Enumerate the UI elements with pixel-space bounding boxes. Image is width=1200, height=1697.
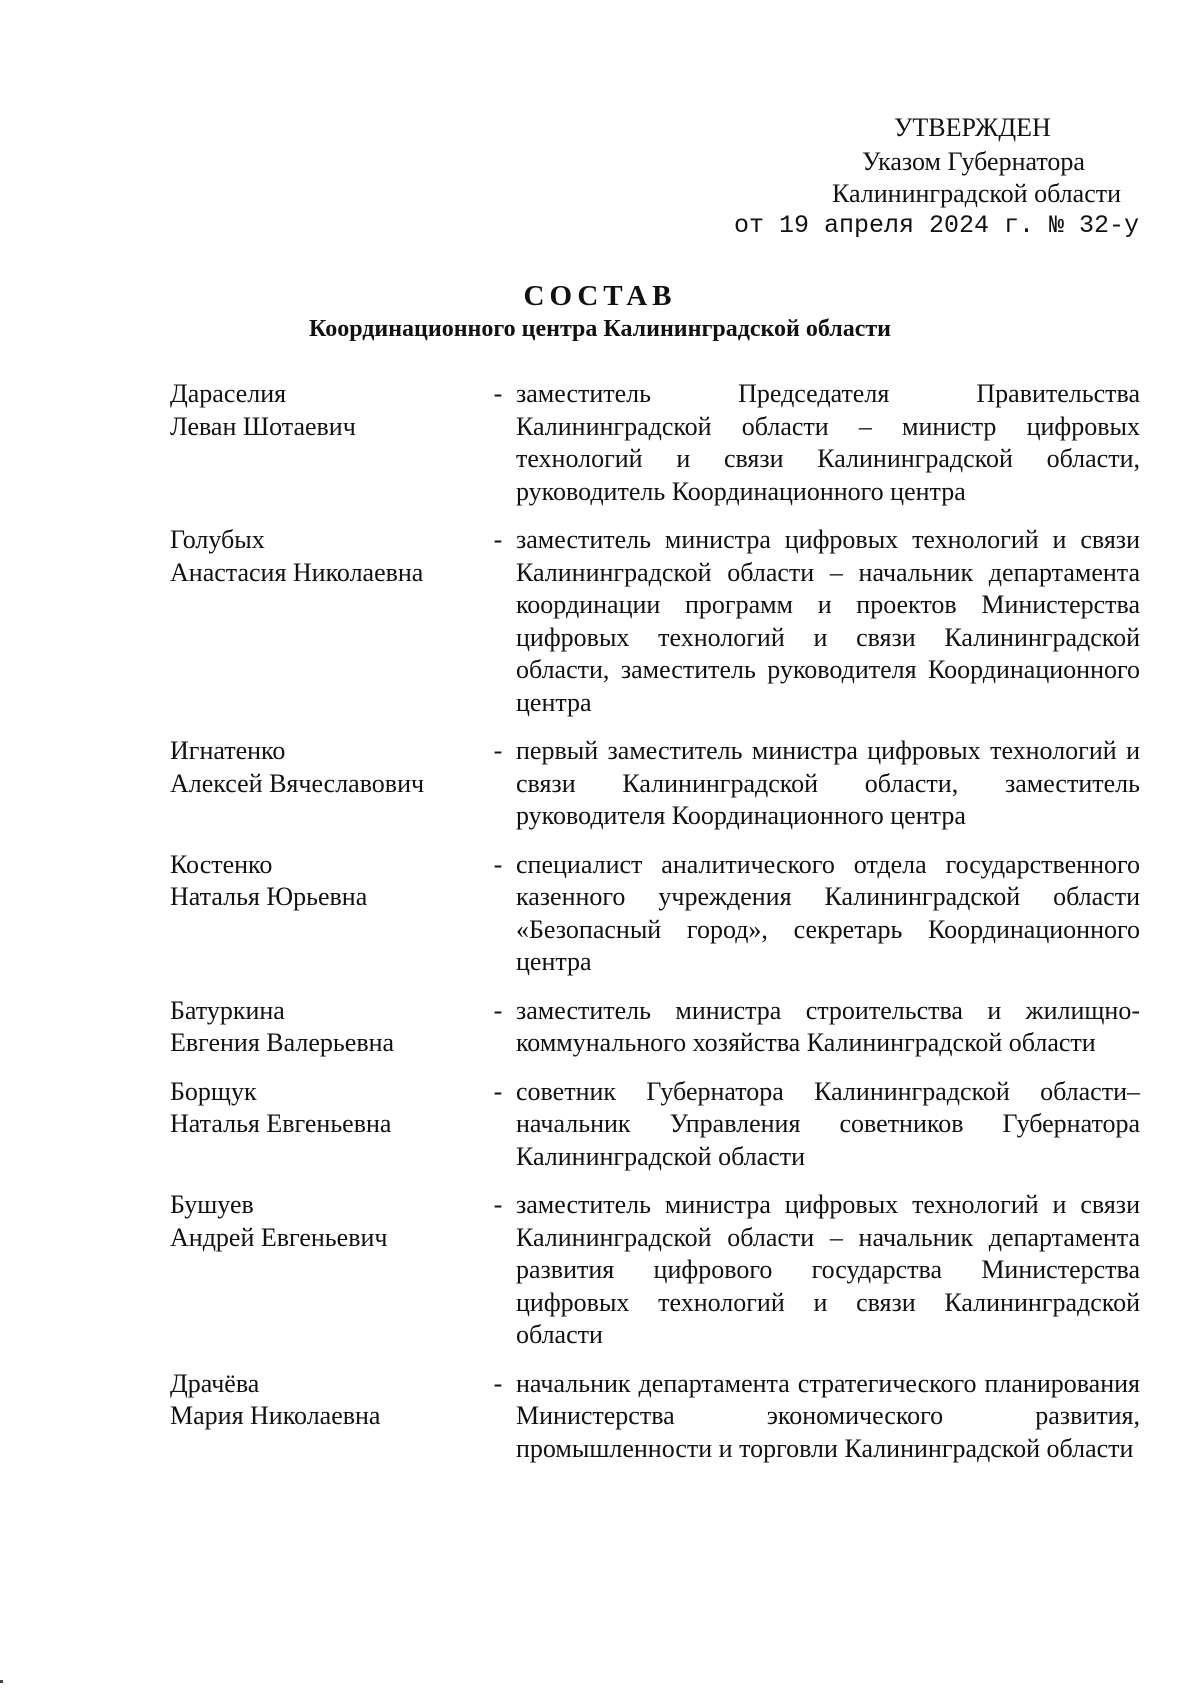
member-dash: - [493, 736, 503, 765]
member-dash: - [493, 1076, 503, 1106]
member-name [170, 524, 480, 589]
member-position: первый заместитель министра цифровых технологий и связи Калининградской области, заместитель руководителя Координационного центра [516, 736, 1140, 830]
member-row [170, 524, 1140, 719]
approval-decree: Указом Губернатора [862, 147, 1085, 176]
member-surname: Игнатенко [170, 736, 286, 765]
member-name [170, 1076, 480, 1141]
member-name [170, 1189, 480, 1254]
member-given-names: Алексей Вячеславович [170, 768, 425, 798]
member-dash: - [493, 379, 503, 408]
member-surname: Драчёва [170, 1368, 260, 1398]
member-row [170, 735, 1140, 833]
member-name [170, 735, 480, 800]
member-given-names: Андрей Евгеньевич [170, 1222, 388, 1252]
member-name [170, 849, 480, 914]
member-surname: Борщук [170, 1076, 257, 1106]
member-position: заместитель министра цифровых технологий и связи Калининградской области – начальник департамента развития цифрового государства Министерства цифровых технологий и связи Калининградской области [516, 1190, 1140, 1349]
member-position: начальник департамента стратегического планирования Министерства экономического развития, промышленности и торговли Калининградской области [516, 1368, 1140, 1463]
approval-heading: УТВЕРЖДЕН [894, 113, 1051, 142]
member-given-names: Леван Шотаевич [170, 411, 356, 441]
member-dash: - [493, 1368, 503, 1398]
document-title: СОСТАВ [523, 280, 677, 312]
member-surname: Голубых [170, 525, 265, 554]
member-dash: - [493, 1190, 503, 1219]
member-surname: Бушуев [170, 1190, 254, 1219]
approval-region: Калининградской области [832, 179, 1122, 208]
approval-date-number: от 19 апреля 2024 г. № 32-у [734, 211, 1140, 240]
member-row [170, 378, 1140, 508]
member-given-names: Евгения Валерьевна [170, 1028, 395, 1057]
member-surname: Дараселия [170, 379, 287, 408]
member-row [170, 995, 1140, 1060]
member-row [170, 1189, 1140, 1352]
member-position: заместитель министра цифровых технологий и связи Калининградской области – начальник департамента координации программ и проектов Министерства цифровых технологий и связи Калининградской области, заместитель руководителя Координационного центра [516, 525, 1140, 717]
member-dash: - [493, 995, 503, 1025]
member-surname: Костенко [170, 849, 273, 879]
member-position: советник Губернатора Калининградской области– начальник Управления советников Губернатора Калининградской области [516, 1076, 1140, 1171]
member-position: заместитель Председателя Правительства Калининградской области – министр цифровых технологий и связи Калининградской области, руководитель Координационного центра [516, 379, 1140, 506]
document-subtitle: Координационного центра Калининградской области [309, 316, 891, 342]
member-row [170, 1076, 1140, 1174]
member-position: заместитель министра строительства и жилищно-коммунального хозяйства Калининградской области [516, 995, 1140, 1057]
member-given-names: Мария Николаевна [170, 1401, 381, 1430]
member-name [170, 378, 480, 443]
member-name [170, 995, 480, 1060]
member-given-names: Анастасия Николаевна [170, 557, 424, 587]
member-given-names: Наталья Юрьевна [170, 882, 368, 911]
member-given-names: Наталья Евгеньевна [170, 1109, 392, 1138]
member-name [170, 1368, 480, 1433]
member-surname: Батуркина [170, 995, 285, 1025]
member-dash: - [493, 525, 503, 554]
member-dash: - [493, 849, 503, 879]
member-row [170, 849, 1140, 979]
members-list [170, 378, 1140, 1465]
member-position: специалист аналитического отдела государственного казенного учреждения Калининградской области «Безопасный город», секретарь Координационного центра [516, 849, 1140, 976]
scan-speck [0, 1680, 3, 1683]
member-row [170, 1368, 1140, 1466]
